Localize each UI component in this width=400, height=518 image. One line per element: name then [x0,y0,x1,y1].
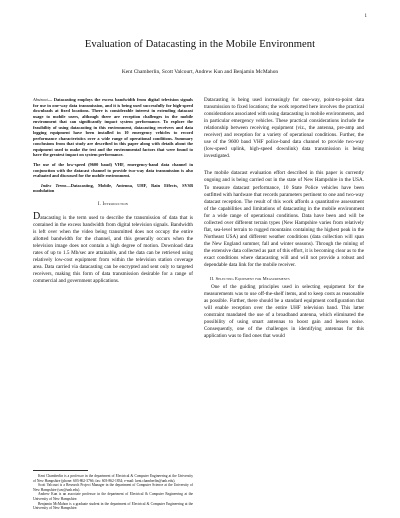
body-paragraph-1: Datacasting is being used increasingly for one-way, point-to-point data transmission to fixed locations; the work reported here involves the practical considerations associated with using datacasting in mobile environments, and in particular emergency vehicles. These practical considerations include the relationship between receiving equipment (viz., the antenna, pre-amp and receiver) and reception for a variety of operational conditions. Further, the use of the 9600 baud VHF police-band data channel to provide two-way (low-speed uplink, high-speed downlink) data transmission is being investigated. [204,97,364,160]
index-terms-lead: Index Terms [41,182,67,188]
index-terms [33,183,193,194]
intro-paragraph [33,210,193,285]
abstract [33,97,193,158]
body-paragraph-2: The mobile datacast evaluation effort described in this paper is currently ongoing and is being carried out in the state of New Hampshire in the USA. To measure datacast performance, 10 State Police vehicles have been outfitted with hardware that records parameters pertinent to one and two-way datacast reception. The result of this work affords a quantitative assessment of the capabilities and limitations of datacasting in the mobile environment for a wide range of operational conditions. Data have been and will be collected over different terrain types (New Hampshire varies from relatively flat, sea-level terrain to rugged mountains containing the highest peak in the Northeast USA) and different weather conditions (data collection will span the New England summer, fall and winter seasons). Through the mining of the extensive data collected as part of this effort, it is becoming clear as to the exact conditions where datacasting will and will not provide a robust and dependable data link for the mobile receiver. [204,170,364,269]
footnote-2: Scott Valcourt is a Research Project Manager in the department of Computer Science at the University of New Hampshire (sav@unh.edu). [33,483,193,492]
page-number: 1 [364,14,367,19]
abstract-second-paragraph: The use of the low-speed (9600 baud) VHF, emergency-band data channel in conjunction with the datacast channel to provide two-way data transmission is also evaluated and discussed for the mobile environment. [33,162,193,179]
body-paragraph-3: One of the guiding principles used in selecting equipment for the measurements was to use off-the-shelf items, and to keep costs as reasonable as possible. Further, there should be a standard equipment configuration that will enable reception over the entire UHF television band. This latter constraint mandated the use of a broadband antenna, which eliminated the possibility of using smart antennas to boost gain and lessen noise. Consequently, one of the challenges in identifying antennas for this application was to find ones that would [204,284,364,340]
footnote-4: Benjamin McMahon is a graduate student in the department of Electrical & Computer Engineering at the University of New Hampshire. [33,501,193,511]
footnote-rule [33,470,88,471]
footnote-3: Andrew Kun is an associate professor in the department of Electrical & Computer Engineering at the University of New Hampshire. [33,492,193,501]
left-column [33,97,193,285]
section-heading-equipment: II. Selecting Equipment for Measurements [210,276,290,282]
intro-text: atacasting is the term used to describe the transmission of data that is contained in the excess bandwidth from digital television signals. Bandwidth is left over when the video being transmitted does not occupy the entire allotted bandwidth for the channel, and this generally occurs when the television image does not contain a high degree of motion. Download data rates of up to 1.5 Mb/sec are attainable, and the data can be retrieved using relatively low-cost equipment from within the television station coverage area. Data carried via datacasting can be encrypted and sent only to targeted receivers, making this form of data transmission desirable for a range of commercial and government applications. [33,214,193,285]
footnotes [33,470,193,511]
paper-title: Evaluation of Datacasting in the Mobile Environment [84,39,316,50]
abstract-text: — Datacasting employs the excess bandwidth from digital television signals for use in one-way data transmission, and it is being used successfully for high-speed downloads at fixed locations. There is considerable interest in extending datacast usage to mobile users, although there are reception challenges in the mobile environment that can significantly impact system performance. To explore the feasibility of using datacasting in this environment, datacasting receivers and data logging equipment have been installed in 10 emergency vehicles to record performance characteristics over a wide range of operational conditions. Summary conclusions from that study are described in this paper along with details about the equipment used to make the test and the environmental factors that were found to have the greatest impact on system performance. [33,97,193,158]
index-terms-text: —Datacasting, Mobile, Antenna, UHF, Rain Effects, SVSB modulation [33,182,193,194]
drop-cap: D [33,210,41,222]
footnote-1: Kent Chamberlin is a professor in the department of Electrical & Computer Engineering at the University of New Hampshire (phone: 603-862-3766; fax: 603-862-1834; e-mail: kent.chamberlin@unh.edu). [33,474,193,483]
right-column [204,97,364,340]
author-list: Kent Chamberlin, Scott Valcourt, Andrew Kun and Benjamin McMahon [121,69,279,75]
intro-heading: I. Introduction [97,201,129,207]
abstract-lead: Abstract [33,97,48,102]
